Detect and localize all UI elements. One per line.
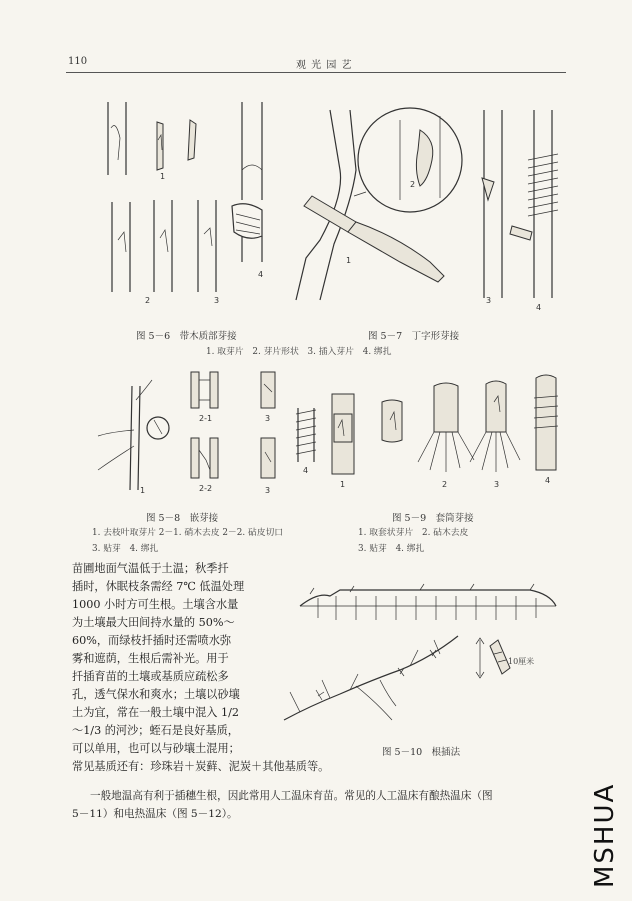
body-line-6: 雾和遮荫，生根后需补光。用于	[72, 652, 229, 665]
fig5-8-label-3a: 3	[265, 414, 271, 423]
fig5-9-label-2: 2	[442, 480, 448, 489]
fig5-8-label-4: 4	[303, 466, 309, 475]
body-line-10: ～1/3 的河沙；蛭石是良好基质，	[72, 724, 239, 737]
fig5-9-subcaption-2: 3. 贴芽 4. 绑扎	[358, 544, 425, 554]
fig5-8-label-1: 1	[140, 486, 146, 495]
body-line-2: 插时，休眠枝条需经 7℃ 低温处理	[72, 580, 245, 593]
fig5-8-subcaption-2: 3. 贴芽 4. 绑扎	[92, 544, 159, 554]
fig5-6-label-3: 3	[214, 296, 220, 305]
fig5-6-label-1: 1	[160, 172, 166, 181]
body-line-7: 扦插育苗的土壤或基质应疏松多	[72, 670, 229, 683]
fig5-7-label-3: 3	[486, 296, 492, 305]
fig5-9-label-1: 1	[340, 480, 346, 489]
fig5-9-label-3: 3	[494, 480, 500, 489]
fig5-8-label-3b: 3	[265, 486, 271, 495]
paragraph-2-line-1: 一般地温高有利于插穗生根，因此常用人工温床育苗。常见的人工温床有酿热温床（图	[90, 790, 493, 802]
body-line-3: 1000 小时方可生根。土壤含水量	[72, 598, 239, 611]
fig5-8-subcaption-1: 1. 去枝叶取芽片 2－1. 硝木去皮 2－2. 砧皮切口	[92, 528, 284, 538]
fig5-8-label-2-1: 2-1	[199, 414, 213, 423]
fig5-7-caption: 图 5－7 丁字形芽接	[368, 331, 460, 342]
fig5-7-label-4: 4	[536, 303, 542, 312]
fig5-10-caption: 图 5－10 根插法	[382, 747, 461, 758]
body-line-1: 苗圃地面气温低于土温；秋季扦	[72, 562, 229, 575]
fig5-7-label-2: 2	[410, 180, 416, 189]
fig5-6-label-2: 2	[145, 296, 151, 305]
body-line-9: 土为宜，常在一般土壤中混入 1/2	[72, 706, 239, 719]
body-line-12: 常见基质还有：珍珠岩＋炭藓、泥炭＋其他基质等。	[72, 760, 330, 773]
watermark-logo: MSHUA	[590, 782, 620, 888]
fig5-10-scale-label: 10厘米	[508, 657, 535, 666]
fig5-6-label-4: 4	[258, 270, 264, 279]
body-line-11: 可以单用，也可以与砂壤土混用；	[72, 742, 240, 755]
fig5-6-caption: 图 5－6 带木质部芽接	[136, 331, 237, 342]
fig5-7-subcaption: 1. 取芽片 2. 芽片形状 3. 插入芽片 4. 绑扎	[206, 347, 392, 357]
body-line-4: 为土壤最大田间持水量的 50%～	[72, 616, 235, 629]
fig5-8-label-2-2: 2-2	[199, 484, 213, 493]
fig5-9-subcaption-1: 1. 取套状芽片 2. 砧木去皮	[358, 528, 469, 538]
fig5-8-caption: 图 5－8 嵌芽接	[146, 513, 219, 524]
fig5-9-caption: 图 5－9 套筒芽接	[392, 513, 474, 524]
fig5-7-label-1: 1	[346, 256, 352, 265]
body-line-5: 60%，而绿枝扦插时还需喷水弥	[72, 634, 232, 647]
page-number: 110	[68, 56, 88, 67]
fig5-9-label-4: 4	[545, 476, 551, 485]
paragraph-2-line-2: 5－11）和电热温床（图 5－12）。	[72, 808, 238, 820]
running-title: 观 光 园 艺	[296, 60, 353, 71]
body-line-8: 孔，透气保水和爽水；土壤以砂壤	[72, 688, 240, 701]
